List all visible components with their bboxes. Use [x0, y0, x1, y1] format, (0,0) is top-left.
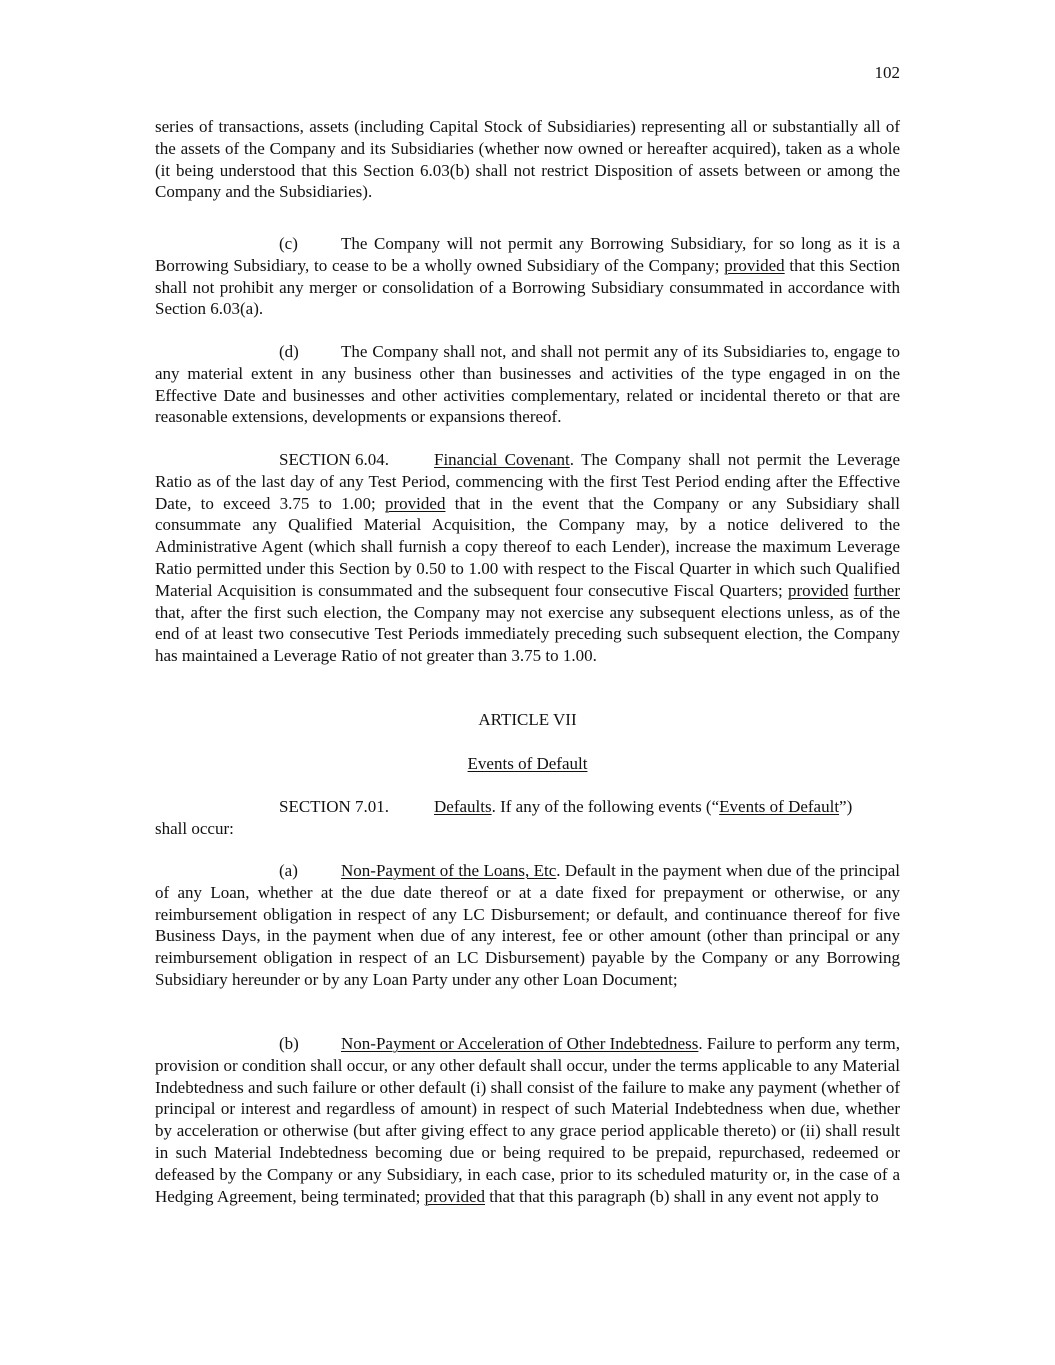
- paragraph-c-text-after: that this Section shall not prohibit any merger or consolidation of a Borrowing Subsidiary consummated in accordance with Section 6.03(a).: [155, 255, 900, 319]
- section-6-04-further: further: [853, 580, 900, 600]
- paragraph-b-label: (b): [279, 1034, 299, 1053]
- continuation-paragraph: series of transactions, assets (including Capital Stock of Subsidiaries) representing all or substantially all of the assets of the Company and its Subsidiaries (whether now owned or hereafter acquired), taken as a whole (it being understood that this Section 6.03(b) shall not restrict Disposition of assets between or among the Company and the Subsidiaries).: [155, 117, 900, 202]
- paragraph-b-text-2: that that this paragraph (b) shall in any event not apply to: [485, 1186, 879, 1206]
- paragraph-b-title: Non-Payment or Acceleration of Other Indebtedness: [341, 1034, 699, 1053]
- section-7-01-continuation: shall occur:: [155, 818, 234, 838]
- section-7-01-text-1: . If any of the following events (“: [491, 797, 720, 816]
- paragraph-b: [155, 1033, 900, 1207]
- section-6-04-text-1: . The Company shall not permit the Leverage Ratio as of the last day of any Test Period, commencing with the first Test Period ending after the Effective Date, to exceed 3.75 to 1.00;: [155, 450, 900, 513]
- section-6-04: [155, 449, 900, 667]
- section-7-01-label: SECTION 7.01.: [279, 797, 390, 816]
- section-6-04-text-2: that in the event that the Company or any Subsidiary shall consummate any Qualified Material Acquisition, the Company may, by a notice delivered to the Administrative Agent (which shall furnish a copy thereof to each Lender), increase the maximum Leverage Ratio permitted under this Section by 0.50 to 1.00 with respect to the Fiscal Quarter in which such Qualified Material Acquisition is consummated and the subsequent four consecutive Fiscal Quarters;: [155, 493, 900, 600]
- paragraph-d: [155, 341, 900, 428]
- paragraph-c: [155, 233, 900, 320]
- paragraph-c-text-before: The Company will not permit any Borrowing Subsidiary, for so long as it is a Borrowing Subsidiary, to cease to be a wholly owned Subsidiary of the Company;: [155, 234, 900, 275]
- section-6-04-title: Financial Covenant: [434, 450, 570, 469]
- paragraph-b-text-1: . Failure to perform any term, provision or condition shall occur, or any other default shall occur, under the terms applicable to any Material Indebtedness and such failure or other default (i) shall consist of the failure to make any payment (whether of principal or interest and regardless of amount) in respect of such Material Indebtedness when due, whether by acceleration or otherwise (but after giving effect to any grace period applicable thereto) or (ii) shall result in such Material Indebtedness becoming due or being required to be prepaid, repurchased, redeemed or defeased by the Company or any Subsidiary, in each case, prior to its scheduled maturity or, in the case of a Hedging Agreement, being terminated;: [155, 1034, 900, 1206]
- article-title-text: Events of Default: [467, 754, 588, 773]
- section-6-04-text-3: that, after the first such election, the Company may not exercise any subsequent elections unless, as of the end of at least two consecutive Test Periods immediately preceding such subsequent election, the Company has maintained a Leverage Ratio of not greater than 3.75 to 1.00.: [155, 602, 900, 666]
- section-7-01-title: Defaults: [434, 797, 492, 816]
- paragraph-a-title: Non-Payment of the Loans, Etc: [341, 861, 557, 880]
- paragraph-c-provided: provided: [724, 255, 785, 275]
- section-7-01-defined-term: Events of Default: [719, 797, 840, 816]
- paragraph-b-provided: provided: [424, 1186, 485, 1206]
- article-heading: ARTICLE VII: [478, 710, 577, 729]
- section-6-04-label: SECTION 6.04.: [279, 450, 390, 469]
- section-7-01-text-2: ”): [839, 797, 853, 816]
- section-7-01: [155, 796, 900, 840]
- paragraph-a-label: (a): [279, 861, 298, 880]
- paragraph-d-text: The Company shall not, and shall not permit any of its Subsidiaries to, engage to any material extent in any business other than businesses and activities of the type engaged in on the Effective Date and businesses and other activities complementary, related or incidental thereto or that are reasonable extensions, developments or expansions thereof.: [155, 342, 900, 427]
- paragraph-a-text: . Default in the payment when due of the principal of any Loan, whether at the due date thereof or at a date fixed for prepayment or otherwise, or any reimbursement obligation in respect of any LC Disbursement; or default, and continuance thereof for five Business Days, in the payment when due of any interest, fee or other amount (other than principal or any reimbursement obligation in respect of an LC Disbursement) payable by the Company or any Borrowing Subsidiary hereunder or by any Loan Party under any other Loan Document;: [155, 861, 900, 989]
- paragraph-c-label: (c): [279, 234, 298, 253]
- section-6-04-provided-1: provided: [385, 493, 446, 513]
- section-6-04-provided-2: provided: [788, 580, 849, 600]
- article-title: [155, 753, 900, 775]
- paragraph-a: [155, 860, 900, 991]
- paragraph-d-label: (d): [279, 342, 299, 361]
- page-number: 102: [874, 63, 900, 82]
